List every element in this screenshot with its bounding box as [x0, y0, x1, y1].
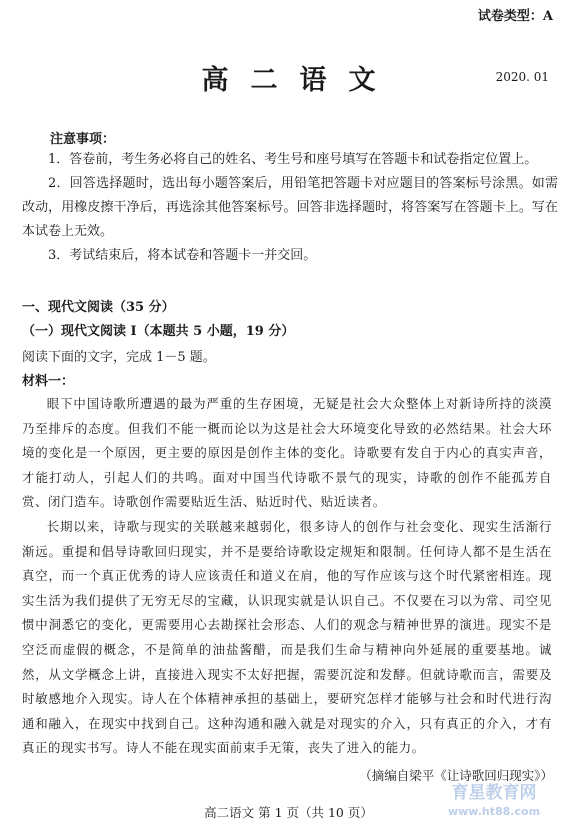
notice-item-2: 2．回答选择题时，选出每小题答案后，用铅笔把答题卡对应题目的答案标号涂黑。如需改动，用橡皮擦干净后，再选涂其他答案标号。回答非选择题时，将答案写在答题卡上。写在本试卷上无效。	[22, 176, 558, 239]
paper-type-label: 试卷类型：A	[477, 9, 553, 24]
sub-section-heading: （一）现代文阅读 I（本题共 5 小题，19 分）	[22, 324, 295, 339]
watermark-logo	[419, 780, 569, 820]
notice-heading: 注意事项：	[50, 132, 116, 147]
material-paragraph-2: 长期以来，诗歌与现实的关联越来越弱化，很多诗人的创作与社会变化、现实生活渐行渐远。重提和倡导诗歌回归现实，并不是要给诗歌设定规矩和限制。任何诗人都不是生活在真空，而一个真正优秀的诗人应该责任和道义在肩，他的写作应该与这个时代紧密相连。现实生活为我们提供了无穷无尽的宝藏，认识现实就是认识自己。不仅要在习以为常、司空见惯中洞悉它的变化，更需要用心去勘探社会形态、人们的观念与精神世界的演进。现实不是空泛而虚假的概念，不是简单的油盐酱醋，而是我们生命与精神向外延展的重要基地。诚然，从文学概念上讲，直接进入现实不太好把握，需要沉淀和发酵。但就诗歌而言，需要及时敏感地介入现实。诗人在个体精神承担的基础上，要研究怎样才能够与社会和时代进行沟通和融入，在现实中找到自己。这种沟通和融入就是对现实的介入，只有真正的介入，才有真正的现实书写。诗人不能在现实面前束手无策，丧失了进入的能力。	[22, 519, 552, 756]
watermark-line-1: 育星教育网	[451, 783, 537, 803]
section-heading: 一、现代文阅读（35 分）	[22, 300, 175, 315]
exam-date: 2020. 01	[495, 70, 549, 84]
notice-item-1: 1．答卷前，考生务必将自己的姓名、考生号和座号填写在答题卡和试卷指定位置上。	[48, 152, 538, 167]
material-paragraph-1: 眼下中国诗歌所遭遇的最为严重的生存困境，无疑是社会大众整体上对新诗所持的淡漠乃至排斥的态度。但我们不能一概而论以为这是社会大环境变化导致的必然结果。社会大环境的变化是一个原因，更主要的原因是创作主体的变化。诗歌要有发自于内心的真实声音，才能打动人，引起人们的共鸣。面对中国当代诗歌不景气的现实，诗歌的创作不能孤芳自赏、闭门造车。诗歌创作需要贴近生活、贴近时代、贴近读者。	[22, 396, 552, 510]
material-source: （摘编自梁平《让诗歌回归现实》）	[359, 768, 553, 783]
material-label: 材料一：	[22, 374, 75, 389]
watermark-line-2: www.ht88.com	[447, 805, 541, 818]
reading-instruction: 阅读下面的文字，完成 1－5 题。	[22, 350, 216, 365]
page-title: 高二语文	[201, 65, 398, 96]
notice-item-3: 3．考试结束后，将本试卷和答题卡一并交回。	[48, 248, 317, 263]
page-footer: 高二语文 第 1 页（共 10 页）	[204, 805, 373, 820]
